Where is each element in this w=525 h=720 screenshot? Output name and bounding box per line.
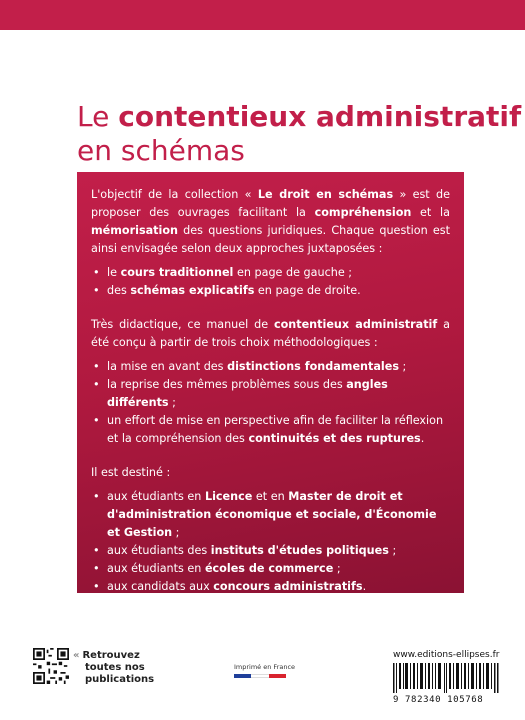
item-text: aux étudiants des [107, 544, 211, 557]
list-item [91, 412, 450, 448]
barcode-icon [393, 663, 499, 693]
item-text: ; [388, 544, 397, 557]
item-keyword: cours traditionnel [120, 266, 234, 279]
keyword-comprehension: compréhension [314, 206, 412, 219]
retrouvez-line: toutes nos [85, 662, 145, 673]
list-item [91, 542, 450, 560]
publications-link[interactable] [73, 650, 154, 686]
intro-text: L'objectif de la collection « [91, 188, 258, 201]
item-keyword: Licence [204, 490, 253, 503]
item-text: en page de droite. [254, 284, 361, 297]
item-keyword: écoles de commerce [204, 562, 334, 575]
retrouvez-text: Retrouvez [82, 650, 140, 661]
list-item [91, 560, 450, 578]
item-text: ; [168, 396, 176, 409]
item-keyword: concours administratifs [213, 580, 363, 593]
top-color-band [0, 0, 525, 30]
item-text: aux candidats aux [107, 580, 214, 593]
item-text: la mise en avant des [107, 360, 228, 373]
list-item [91, 376, 450, 412]
isbn-number: 9 782340 105768 [393, 695, 484, 705]
title-prefix: Le [77, 100, 119, 133]
didactic-paragraph [91, 316, 450, 352]
item-keyword: Master de droit et d'administration économique et sociale, d'Économie et Gestion [107, 490, 437, 539]
destined-heading: Il est destiné : [91, 466, 171, 479]
list-item [91, 488, 450, 542]
item-keyword: continuités et des ruptures [248, 432, 421, 445]
list-item [91, 282, 450, 300]
list-item [91, 358, 450, 376]
item-keyword: angles différents [107, 378, 388, 409]
intro-paragraph [91, 186, 450, 258]
item-text: le [107, 266, 121, 279]
item-text: ; [172, 526, 180, 539]
item-keyword: instituts d'études politiques [210, 544, 389, 557]
chevron-left-icon: « [73, 650, 80, 661]
website-link[interactable]: www.editions-ellipses.fr [393, 650, 500, 660]
qr-code-icon[interactable] [33, 648, 69, 684]
choices-list [91, 358, 450, 448]
intro-text: et la [411, 206, 450, 219]
french-flag-icon [234, 674, 286, 678]
item-text: aux étudiants en [107, 490, 205, 503]
item-text: ; [399, 360, 407, 373]
retrouvez-line [73, 650, 154, 662]
item-text: et en [252, 490, 289, 503]
item-text: . [420, 432, 425, 445]
intro-text: » est de proposer des ouvrages facilitant la [91, 188, 450, 219]
audience-list [91, 488, 450, 596]
item-text: un effort de mise en perspective afin de faciliter la réflexion et la compréhension des [107, 414, 444, 445]
item-text: la reprise des mêmes problèmes sous des [107, 378, 347, 391]
item-keyword: distinctions fondamentales [227, 360, 399, 373]
collection-name: Le droit en schémas [257, 188, 394, 201]
paragraph-text: a été conçu à partir de trois choix méthodologiques : [91, 318, 450, 349]
description-panel [77, 172, 464, 593]
book-title [77, 100, 521, 168]
item-text: aux étudiants en [107, 562, 205, 575]
list-item [91, 578, 450, 596]
paragraph-keyword: contentieux administratif [273, 318, 438, 331]
item-text: ; [333, 562, 341, 575]
approaches-list [91, 264, 450, 300]
title-line-1 [77, 100, 521, 134]
item-text: . [362, 580, 367, 593]
title-highlight: contentieux administratif [118, 100, 522, 133]
retrouvez-line: publications [85, 674, 155, 685]
paragraph-text: Très didactique, ce manuel de [91, 318, 274, 331]
keyword-memorisation: mémorisation [91, 224, 178, 237]
item-text: en page de gauche ; [233, 266, 353, 279]
item-text: des [107, 284, 131, 297]
title-line-2: en schémas [77, 134, 245, 167]
intro-text: des questions juridiques. Chaque question est ainsi envisagée selon deux approches juxtaposées : [91, 224, 450, 255]
printed-in-france-label: Imprimé en France [234, 663, 296, 671]
item-keyword: schémas explicatifs [130, 284, 255, 297]
list-item [91, 264, 450, 282]
